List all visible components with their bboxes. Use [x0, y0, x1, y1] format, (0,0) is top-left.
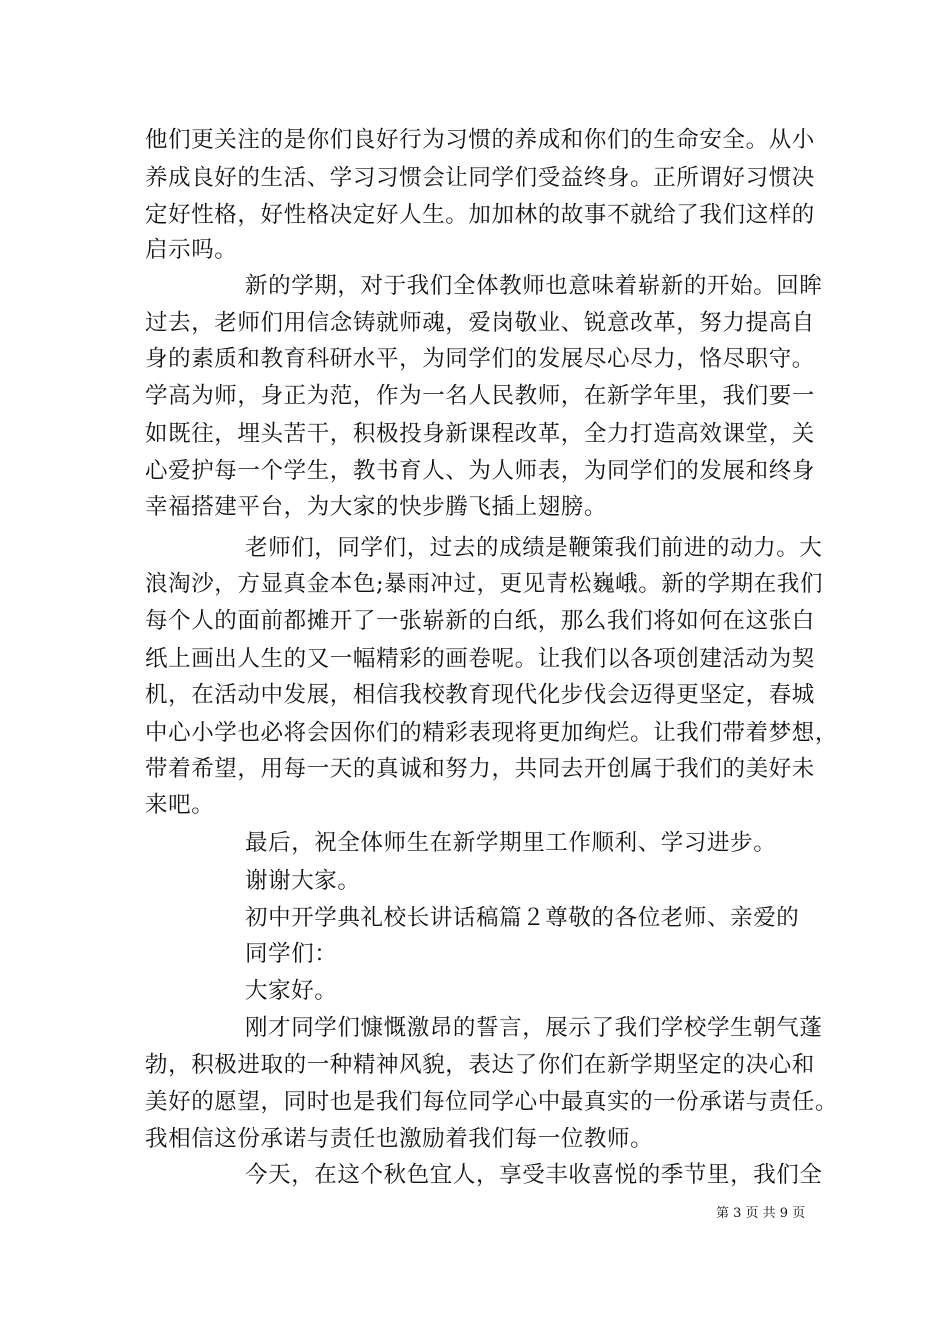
paragraph-line: 谢谢大家。 [245, 868, 361, 894]
paragraph-line: 启示吗。 [145, 237, 238, 263]
paragraph-line: 如既往，埋头苦干，积极投身新课程改革，全力打造高效课堂，关 [145, 421, 815, 447]
paragraph-line: 心爱护每一个学生，教书育人、为人师表，为同学们的发展和终身 [145, 458, 815, 484]
paragraph-line: 来吧。 [145, 792, 215, 818]
paragraph-line: 幸福搭建平台，为大家的快步腾飞插上翅膀。 [145, 494, 608, 520]
paragraph-line: 学高为师，身正为范，作为一名人民教师，在新学年里，我们要一 [145, 383, 815, 409]
paragraph-line: 机，在活动中发展，相信我校教育现代化步伐会迈得更坚定，春城 [145, 682, 815, 708]
paragraph-line: 我相信这份承诺与责任也激励着我们每一位教师。 [145, 1126, 654, 1152]
paragraph-line: 他们更关注的是你们良好行为习惯的养成和你们的生命安全。从小 [145, 127, 815, 153]
paragraph-line: 纸上画出人生的又一幅精彩的画卷呢。让我们以各项创建活动为契 [145, 646, 815, 672]
paragraph-line: 老师们，同学们，过去的成绩是鞭策我们前进的动力。大 [245, 535, 823, 561]
paragraph-line: 带着希望，用每一天的真诚和努力，共同去开创属于我们的美好未 [145, 756, 815, 782]
paragraph-line: 新的学期，对于我们全体教师也意味着崭新的开始。回眸 [245, 273, 823, 299]
greeting-line: 大家好。 [245, 978, 338, 1004]
paragraph-line: 刚才同学们慷慨激昂的誓言，展示了我们学校学生朝气蓬 [245, 1015, 823, 1041]
paragraph-line: 中心小学也必将会因你们的精彩表现将更加绚烂。让我们带着梦想， [145, 720, 839, 746]
paragraph-line: 浪淘沙，方显真金本色;暴雨冲过，更见青松巍峨。新的学期在我们 [145, 571, 824, 597]
paragraph-line: 定好性格，好性格决定好人生。加加林的故事不就给了我们这样的 [145, 202, 815, 228]
paragraph-line: 每个人的面前都摊开了一张崭新的白纸，那么我们将如何在这张白 [145, 608, 815, 634]
salutation-line: 同学们： [245, 941, 338, 967]
paragraph-line: 今天，在这个秋色宜人，享受丰收喜悦的季节里，我们全 [245, 1162, 823, 1188]
page-number-footer: 第 3 页 共 9 页 [716, 1206, 806, 1221]
section-heading-line: 初中开学典礼校长讲话稿篇２尊敬的各位老师、亲爱的 [245, 905, 800, 931]
paragraph-line: 最后，祝全体师生在新学期里工作顺利、学习进步。 [245, 830, 777, 856]
paragraph-line: 过去，老师们用信念铸就师魂，爱岗敬业、锐意改革，努力提高自 [145, 310, 815, 336]
paragraph-line: 勃，积极进取的一种精神风貌，表达了你们在新学期坚定的决心和 [145, 1052, 815, 1078]
paragraph-line: 养成良好的生活、学习习惯会让同学们受益终身。正所谓好习惯决 [145, 165, 815, 191]
paragraph-line: 身的素质和教育科研水平，为同学们的发展尽心尽力，恪尽职守。 [145, 346, 815, 372]
paragraph-line: 美好的愿望，同时也是我们每位同学心中最真实的一份承诺与责任。 [145, 1089, 839, 1115]
